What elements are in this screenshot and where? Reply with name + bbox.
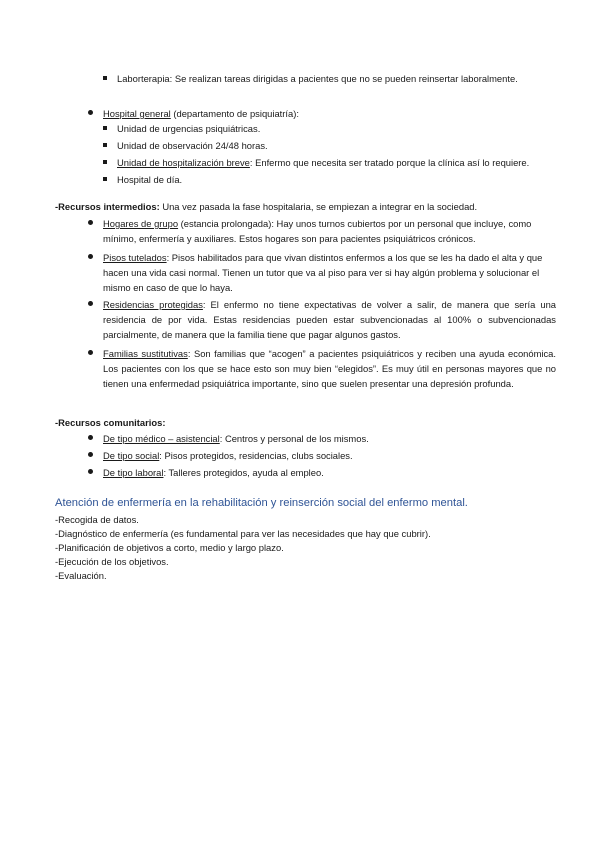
- list-item: [88, 297, 556, 342]
- square-bullet-icon: [103, 76, 107, 80]
- list-item-term: De tipo laboral: [103, 467, 164, 478]
- hospital-general-sublist: [103, 121, 543, 189]
- recursos-comunitarios-label: -Recursos comunitarios:: [55, 417, 166, 428]
- recursos-intermedios-line: [55, 199, 555, 214]
- list-item: [88, 346, 556, 391]
- list-item-text: : Enfermo que necesita ser tratado porque la clínica así lo requiere.: [249, 157, 530, 168]
- list-item: [103, 138, 543, 153]
- section-heading: Atención de enfermería en la rehabilitación y reinserción social del enfermo mental.: [55, 497, 468, 509]
- round-bullet-icon: [88, 110, 93, 115]
- list-item: [88, 465, 556, 480]
- step-line: -Diagnóstico de enfermería (es fundamental para ver las necesidades que hay que cubrir).: [55, 528, 431, 539]
- list-item-text: (estancia prolongada): Hay unos turnos cubiertos por un personal que incluye, como mínimo, enfermería y auxiliares. Estos hogares son para pacientes psiquiátricos crónicos.: [103, 218, 532, 244]
- list-item: [88, 448, 556, 463]
- list-item-text: (departamento de psiquiatría):: [170, 108, 299, 119]
- round-bullet-icon: [88, 350, 93, 355]
- step-line: -Evaluación.: [55, 570, 107, 581]
- section-label: -Recursos intermedios:: [55, 201, 160, 212]
- round-bullet-icon: [88, 452, 93, 457]
- list-item-term: Familias sustitutivas: [103, 348, 188, 359]
- list-item-text: : Pisos habilitados para que vivan distintos enfermos a los que se les ha dado el alta y que hacen una vida casi normal. Tienen un tutor que va al piso para ver si hay algún problema y solucionar el mismo en caso de que lo haya.: [103, 252, 543, 293]
- section-text: Una vez pasada la fase hospitalaria, se empiezan a integrar en la sociedad.: [159, 201, 478, 212]
- list-item-term: Hospital general: [103, 108, 171, 119]
- list-item-term: Unidad de hospitalización breve: [117, 157, 250, 168]
- hospital-general-item: [88, 106, 556, 121]
- list-item-term: Laborterapia: [117, 73, 170, 84]
- list-item: [88, 216, 556, 246]
- list-item-text: Unidad de observación 24/48 horas.: [117, 140, 268, 151]
- list-item-text: : Son familias que “acogen” a pacientes psiquiátricos y reciben una ayuda económica. Los pacientes con los que se hace esto son muy bien “elegidos”. Es muy útil en personas mayores que no tienen una enfermedad psiquiátrica importante, sino que suelen presentar una depresión profunda.: [103, 348, 556, 389]
- round-bullet-icon: [88, 301, 93, 306]
- list-item-text: : Pisos protegidos, residencias, clubs sociales.: [159, 450, 353, 461]
- list-item-text: : Centros y personal de los mismos.: [219, 433, 369, 444]
- list-item: [103, 121, 543, 136]
- round-bullet-icon: [88, 254, 93, 259]
- square-bullet-icon: [103, 177, 107, 181]
- list-item: [88, 431, 556, 446]
- list-item-text: Unidad de urgencias psiquiátricas.: [117, 123, 261, 134]
- square-bullet-icon: [103, 143, 107, 147]
- round-bullet-icon: [88, 220, 93, 225]
- list-item-term: De tipo médico – asistencial: [103, 433, 220, 444]
- square-bullet-icon: [103, 126, 107, 130]
- square-bullet-icon: [103, 160, 107, 164]
- list-item: [103, 155, 543, 170]
- list-item-text: Hospital de día.: [117, 174, 183, 185]
- list-item-term: Hogares de grupo: [103, 218, 179, 229]
- list-item: [88, 250, 556, 295]
- list-item-term: Pisos tutelados: [103, 252, 167, 263]
- step-line: -Recogida de datos.: [55, 514, 139, 525]
- round-bullet-icon: [88, 435, 93, 440]
- laborterapia-list: [103, 71, 543, 88]
- list-item: [103, 71, 543, 86]
- list-item-text: : Talleres protegidos, ayuda al empleo.: [163, 467, 324, 478]
- list-item-text: : El enfermo no tiene expectativas de volver a salir, de manera que sería una residencia de por vida. Estas residencias pueden estar subvencionadas al 100% o subvencionadas parcialmente, de manera que la familia tiene que pagar algunos gastos.: [103, 299, 556, 340]
- list-item-term: Residencias protegidas: [103, 299, 203, 310]
- step-line: -Planificación de objetivos a corto, medio y largo plazo.: [55, 542, 284, 553]
- list-item-term: De tipo social: [103, 450, 160, 461]
- round-bullet-icon: [88, 469, 93, 474]
- list-item-text: : Se realizan tareas dirigidas a pacientes que no se pueden reinsertar laboralmente.: [169, 73, 518, 84]
- step-line: -Ejecución de los objetivos.: [55, 556, 169, 567]
- list-item: [103, 172, 543, 187]
